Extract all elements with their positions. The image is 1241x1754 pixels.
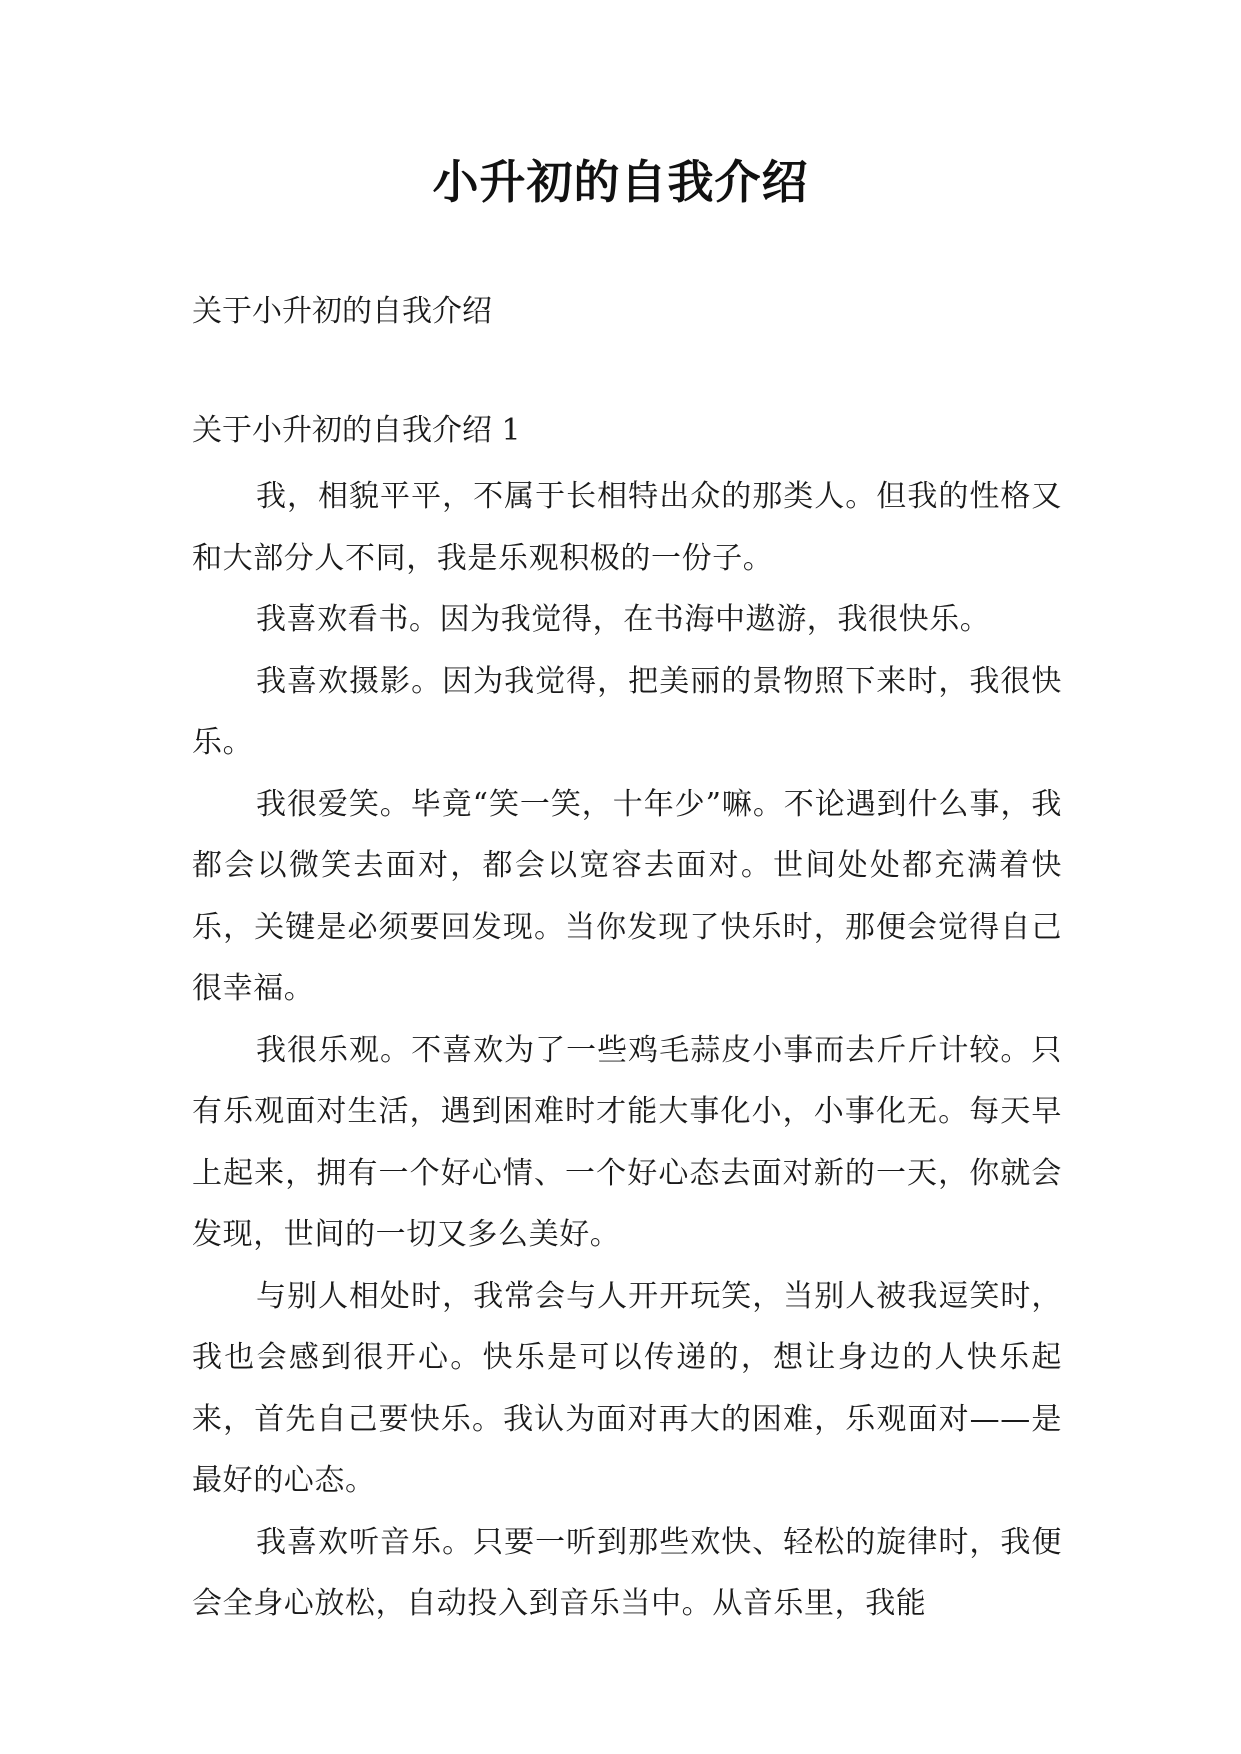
paragraph: 我喜欢看书。因为我觉得，在书海中遨游，我很快乐。 xyxy=(256,602,991,637)
paragraph: 我喜欢摄影。因为我觉得，把美丽的景物照下来时，我很快乐。 xyxy=(192,663,1062,760)
paragraph: 我喜欢听音乐。只要一听到那些欢快、轻松的旋律时，我便会全身心放松，自动投入到音乐当中。从音乐里，我能 xyxy=(192,1524,1062,1621)
section-heading: 关于小升初的自我介绍 1 xyxy=(192,413,521,448)
paragraph: 我，相貌平平，不属于长相特出众的那类人。但我的性格又和大部分人不同，我是乐观积极的一份子。 xyxy=(192,479,1062,576)
document-subtitle: 关于小升初的自我介绍 xyxy=(192,294,492,329)
document-body xyxy=(192,466,1062,1635)
paragraph: 与别人相处时，我常会与人开开玩笑，当别人被我逗笑时，我也会感到很开心。快乐是可以传递的，想让身边的人快乐起来，首先自己要快乐。我认为面对再大的困难，乐观面对——是最好的心态。 xyxy=(192,1278,1062,1498)
paragraph: 我很乐观。不喜欢为了一些鸡毛蒜皮小事而去斤斤计较。只有乐观面对生活，遇到困难时才能大事化小，小事化无。每天早上起来，拥有一个好心情、一个好心态去面对新的一天，你就会发现，世间的一切又多么美好。 xyxy=(192,1032,1062,1252)
document-title: 小升初的自我介绍 xyxy=(432,155,809,209)
paragraph: 我很爱笑。毕竟“笑一笑，十年少”嘛。不论遇到什么事，我都会以微笑去面对，都会以宽容去面对。世间处处都充满着快乐，关键是必须要回发现。当你发现了快乐时，那便会觉得自己很幸福。 xyxy=(192,786,1062,1006)
